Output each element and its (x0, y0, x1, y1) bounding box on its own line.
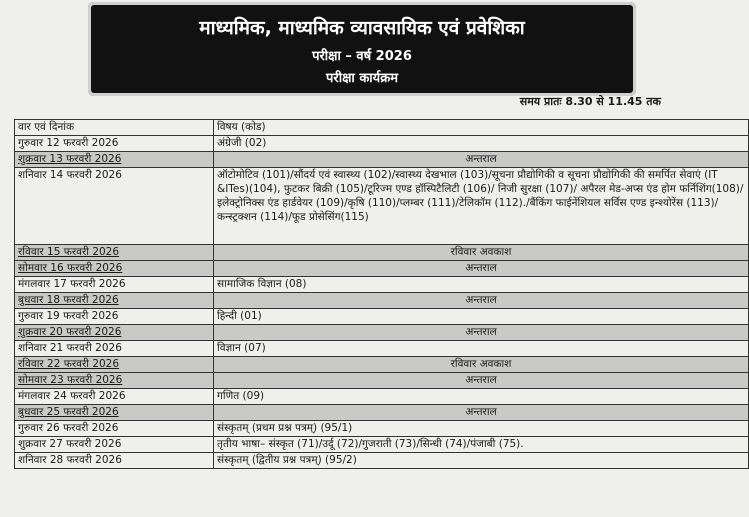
row-date: शनिवार 21 फरवरी 2026 (15, 341, 214, 357)
row-subject: गणित (09) (214, 389, 749, 405)
table-row (15, 341, 749, 357)
exam-time-note: समय प्रातः 8.30 से 11.45 तक (519, 95, 661, 108)
row-subject: अंग्रेजी (02) (214, 136, 749, 152)
row-date: गुरुवार 19 फरवरी 2026 (15, 309, 214, 325)
row-date: शनिवार 28 फरवरी 2026 (15, 453, 214, 469)
table-row (15, 293, 749, 309)
row-date: बुधवार 25 फरवरी 2026 (15, 405, 214, 421)
header-date: वार एवं दिनांक (15, 120, 214, 136)
row-subject: सामाजिक विज्ञान (08) (214, 277, 749, 293)
row-date: गुरुवार 12 फरवरी 2026 (15, 136, 214, 152)
row-subject: तृतीय भाषा– संस्कृत (71)/उर्दू (72)/गुजराती (73)/सिन्धी (74)/पंजाबी (75). (214, 437, 749, 453)
row-subject: रविवार अवकाश (214, 357, 749, 373)
row-subject: अन्तराल (214, 261, 749, 277)
table-row (15, 261, 749, 277)
table-row (15, 168, 749, 245)
row-subject: विज्ञान (07) (214, 341, 749, 357)
table-header-row (15, 120, 749, 136)
row-subject: हिन्दी (01) (214, 309, 749, 325)
table-row (15, 277, 749, 293)
row-subject: संस्कृतम् (प्रथम प्रश्न पत्रम्) (95/1) (214, 421, 749, 437)
row-date: गुरुवार 26 फरवरी 2026 (15, 421, 214, 437)
row-date: रविवार 15 फरवरी 2026 (15, 245, 214, 261)
row-date: शुक्रवार 13 फरवरी 2026 (15, 152, 214, 168)
row-date: सोमवार 23 फरवरी 2026 (15, 373, 214, 389)
row-subject: अन्तराल (214, 152, 749, 168)
row-subject: अन्तराल (214, 405, 749, 421)
row-subject: ऑटोमोटिव (101)/सौंदर्य एवं स्वास्थ्य (102)/स्वास्थ्य देखभाल (103)/सूचना प्रौद्योगिकी व सूचना प्रौद्योगिकी की समर्पित सेवाएं (IT &ITes)(104), फुटकर बिक्री (105)/टूरिज्म एण्ड हॉस्पिटैलिटी (106)/ निजी सुरक्षा (107)/ अपैरल मेड-अप्स एंड होम फर्निशिंग(108)/इलेक्ट्रोनिक्स एंड हार्डवेयर (109)/कृषि (110)/प्लम्बर (111)/टेलिकॉम (112)./बैंकिंग फाईनेंशियल सर्विस एण्ड इन्श्योरेंस (113)/ कन्स्ट्रक्शन (114)/फूड प्रोसेसिंग(115) (214, 168, 749, 245)
table-row (15, 152, 749, 168)
table-row (15, 136, 749, 152)
row-subject: अन्तराल (214, 293, 749, 309)
row-date: मंगलवार 24 फरवरी 2026 (15, 389, 214, 405)
row-date: रविवार 22 फरवरी 2026 (15, 357, 214, 373)
header-banner (88, 2, 636, 96)
header-subject: विषय (कोड) (214, 120, 749, 136)
exam-schedule-table (14, 119, 749, 469)
row-date: शुक्रवार 20 फरवरी 2026 (15, 325, 214, 341)
table-row (15, 373, 749, 389)
table-row (15, 357, 749, 373)
table-row (15, 453, 749, 469)
row-date: शनिवार 14 फरवरी 2026 (15, 168, 214, 245)
table-row (15, 309, 749, 325)
header-title: माध्यमिक, माध्यमिक व्यावसायिक एवं प्रवेशिका (199, 17, 525, 39)
table-row (15, 405, 749, 421)
table-row (15, 389, 749, 405)
table-row (15, 245, 749, 261)
row-date: मंगलवार 17 फरवरी 2026 (15, 277, 214, 293)
row-date: बुधवार 18 फरवरी 2026 (15, 293, 214, 309)
row-subject: अन्तराल (214, 325, 749, 341)
table-row (15, 325, 749, 341)
row-date: शुक्रवार 27 फरवरी 2026 (15, 437, 214, 453)
row-date: सोमवार 16 फरवरी 2026 (15, 261, 214, 277)
header-program: परीक्षा कार्यक्रम (326, 71, 398, 86)
table-row (15, 437, 749, 453)
table-row (15, 421, 749, 437)
row-subject: संस्कृतम् (द्वितीय प्रश्न पत्रम्) (95/2) (214, 453, 749, 469)
row-subject: रविवार अवकाश (214, 245, 749, 261)
row-subject: अन्तराल (214, 373, 749, 389)
header-subtitle: परीक्षा – वर्ष 2026 (312, 49, 412, 64)
